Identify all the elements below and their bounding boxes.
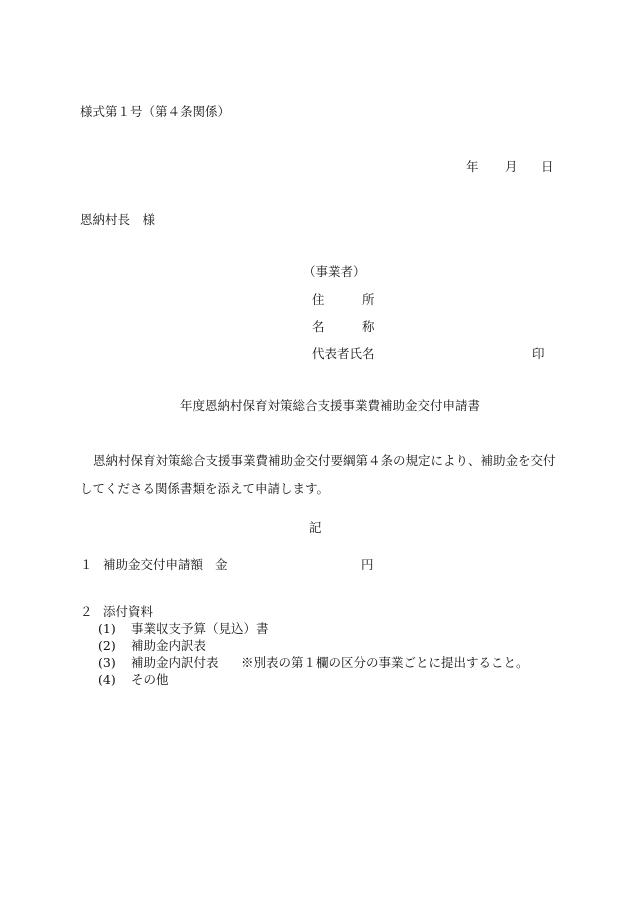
doc-num-1: (1) bbox=[98, 621, 116, 636]
item1-unit: 円 bbox=[361, 557, 374, 572]
date-year: 年 bbox=[466, 159, 479, 174]
body-line-2: てくださる関係書類を添えて申請します。 bbox=[92, 481, 330, 496]
item2-label: 添付資料 bbox=[103, 604, 154, 619]
doc-text-2: 補助金内訳表 bbox=[131, 638, 207, 653]
representative-label: 代表者氏名 bbox=[312, 346, 375, 361]
doc-num-2: (2) bbox=[98, 638, 116, 653]
item1-prefix: 金 bbox=[215, 557, 228, 572]
doc-num-3: (3) bbox=[98, 655, 116, 670]
seal-mark: 印 bbox=[532, 346, 545, 361]
body-paragraph bbox=[80, 447, 560, 503]
addressee: 恩納村長 様 bbox=[80, 212, 156, 227]
doc-num-4: (4) bbox=[98, 672, 116, 687]
document-title: 年度恩納村保育対策総合支援事業費補助金交付申請書 bbox=[180, 398, 481, 413]
form-number: 様式第１号（第４条関係） bbox=[80, 104, 231, 119]
address-label: 住 所 bbox=[312, 292, 375, 307]
item1-label: 補助金交付申請額 bbox=[103, 557, 204, 572]
doc-text-4: その他 bbox=[131, 672, 169, 687]
item2-number: ２ bbox=[80, 604, 93, 619]
applicant-heading: （事業者） bbox=[303, 264, 366, 279]
doc-text-3: 補助金内訳付表 bbox=[131, 655, 219, 670]
date-day: 日 bbox=[541, 159, 554, 174]
name-label: 名 称 bbox=[312, 319, 375, 334]
item1-number: １ bbox=[80, 557, 93, 572]
body-line-1: 恩納村保育対策総合支援事業費補助金交付要綱第４条の規定により、補助金を交付し bbox=[80, 453, 556, 496]
date-month: 月 bbox=[505, 159, 518, 174]
ki-heading: 記 bbox=[309, 520, 322, 535]
doc-text-1: 事業収支予算（見込）書 bbox=[131, 621, 269, 636]
doc-note-3: ※別表の第１欄の区分の事業ごとに提出すること。 bbox=[241, 655, 529, 670]
